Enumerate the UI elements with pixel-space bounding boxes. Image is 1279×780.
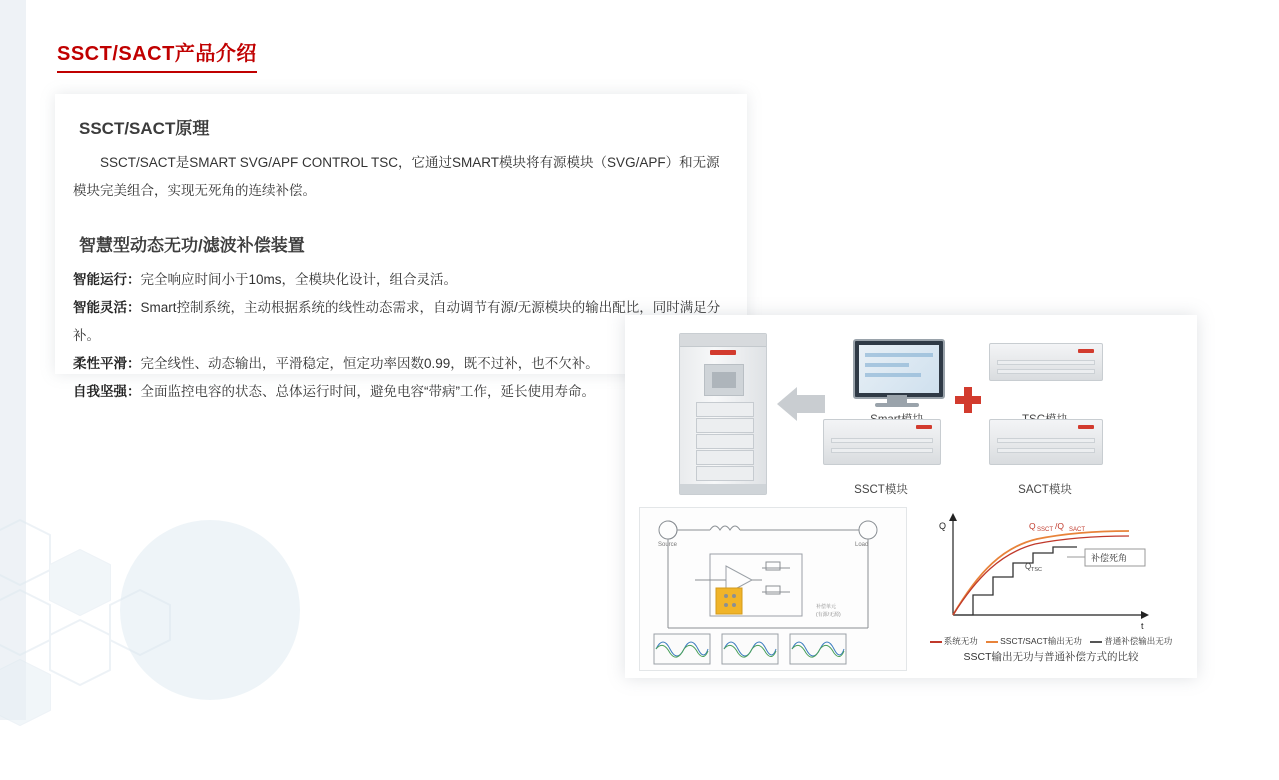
feature-text: 全面监控电容的状态、总体运行时间，避免电容“带病”工作，延长使用寿命。: [140, 384, 595, 399]
legend-item: 系统无功: [930, 636, 978, 646]
monitor-screen: [859, 345, 939, 393]
ssct-module-illustration: [823, 419, 941, 465]
feature-lead: 智能运行：: [73, 272, 141, 287]
cabinet-base: [680, 484, 766, 494]
svg-text:SACT: SACT: [1069, 527, 1086, 533]
monitor-stand: [887, 395, 907, 403]
comparison-chart: [917, 507, 1185, 669]
feature-lead: 智能灵活：: [73, 300, 141, 315]
chart-caption: SSCT输出无功与普通补偿方式的比较: [963, 651, 1139, 663]
cabinet-top: [680, 334, 766, 347]
principle-paragraph: SSCT/SACT是SMART SVG/APF CONTROL TSC，它通过SMART模块将有源模块（SVG/APF）和无源模块完美组合，实现无死角的连续补偿。: [73, 155, 720, 198]
svg-text:补偿死角: 补偿死角: [1091, 553, 1128, 563]
smart-module-monitor: [853, 339, 945, 399]
sact-module-illustration: [989, 419, 1103, 465]
tsc-module-illustration: [989, 343, 1103, 381]
section-heading-principle: SSCT/SACT原理: [79, 119, 210, 138]
title-underline: [57, 71, 257, 73]
svg-text:Q: Q: [1029, 521, 1036, 531]
equipment-diagram: [625, 315, 1197, 505]
cabinet-slot: [696, 450, 754, 465]
feature-lead: 自我坚强：: [73, 384, 141, 399]
page-title-area: [57, 40, 257, 73]
legend-item: SSCT/SACT输出无功: [986, 636, 1082, 646]
svg-text:TSC: TSC: [1031, 567, 1042, 573]
svg-text:Source: Source: [658, 542, 678, 548]
cabinet-screen: [704, 364, 744, 396]
cabinet-slot: [696, 402, 754, 417]
cabinet-illustration: [679, 333, 767, 495]
cabinet-slot: [696, 434, 754, 449]
cabinet-logo: [710, 350, 736, 355]
svg-text:SSCT: SSCT: [1037, 527, 1054, 533]
monitor-foot: [875, 403, 919, 407]
section-heading-device: 智慧型动态无功/滤波补偿装置: [79, 236, 305, 255]
list-item: [73, 266, 725, 294]
hexagon-pattern-icon: [0, 480, 280, 780]
svg-text:补偿单元: 补偿单元: [816, 604, 837, 610]
cabinet-slot: [696, 418, 754, 433]
feature-text: 完全响应时间小于10ms，全模块化设计，组合灵活。: [140, 272, 458, 287]
svg-text:Load: Load: [855, 542, 869, 548]
svg-text:Q: Q: [939, 521, 947, 531]
legend-item: 普通补偿输出无功: [1090, 636, 1172, 646]
device-label-ssct: SSCT模块: [854, 484, 908, 496]
chart-legend: [917, 635, 1185, 647]
feature-text: Smart控制系统，主动根据系统的线性动态需求，自动调节有源/无源模块的输出配比，同时满足分补。: [73, 300, 721, 343]
svg-text:(有源/无源): (有源/无源): [816, 612, 841, 618]
cabinet-slot: [696, 466, 754, 481]
page-title: SSCT/SACT产品介绍: [57, 43, 257, 65]
feature-text: 完全线性、动态输出，平滑稳定，恒定功率因数0.99，既不过补，也不欠补。: [140, 356, 599, 371]
circuit-schematic: [639, 507, 907, 671]
product-figure-panel: [625, 315, 1197, 678]
plus-icon: [955, 387, 981, 413]
svg-text:Q: Q: [1025, 562, 1032, 571]
device-label-sact: SACT模块: [1018, 484, 1072, 496]
svg-text:/Q: /Q: [1055, 521, 1064, 531]
feature-lead: 柔性平滑：: [73, 356, 141, 371]
svg-text:t: t: [1141, 621, 1144, 631]
